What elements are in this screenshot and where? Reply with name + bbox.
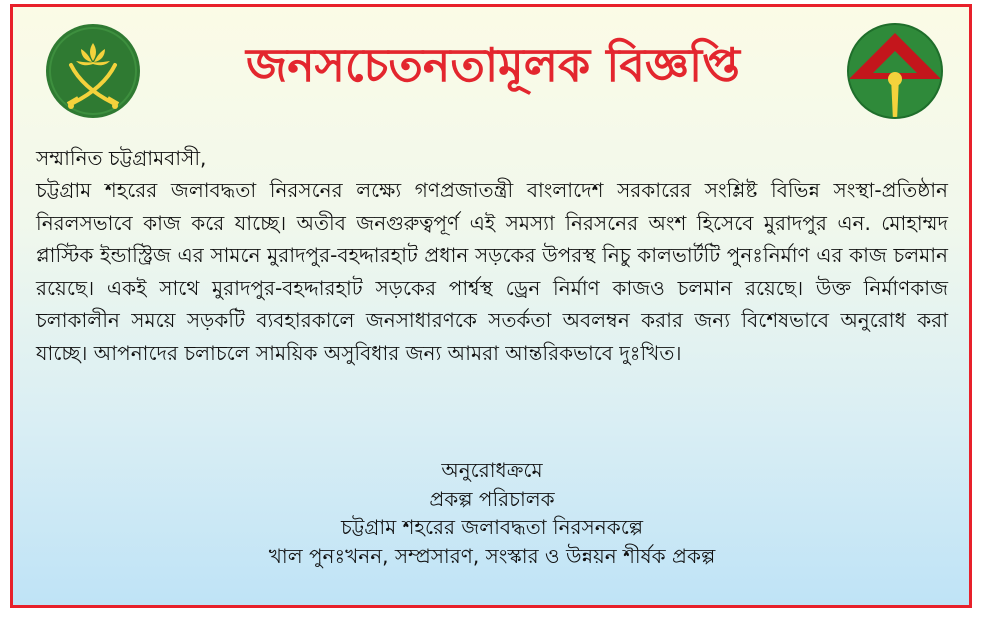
- page-title: জনসচেতনতামূলক বিজ্ঞপ্তি: [246, 38, 740, 92]
- engineer-arch-emblem-icon: [845, 21, 945, 121]
- letter-body: চট্টগ্রাম শহরের জলাবদ্ধতা নিরসনের লক্ষ্যে গণপ্রজাতন্ত্রী বাংলাদেশ সরকারের সংশ্লিষ্ট বিভিন্ন সংস্থা-প্রতিষ্ঠান নিরলসভাবে কাজ করে যাচ্ছে। অতীব জনগুরুত্বপূর্ণ এই সমস্যা নিরসনের অংশ হিসেবে মুরাদপুর এন. মোহাম্মদ প্লাস্টিক ইন্ডাস্ট্রিজ এর সামনে মুরাদপুর-বহদ্দারহাট প্রধান সড়কের উপরস্থ নিচু কালভার্টটি পুনঃনির্মাণ এর কাজ চলমান রয়েছে। একই সাথে মুরাদপুর-বহদ্দারহাট সড়কের পার্শ্বস্থ ড্রেন নির্মাণ কাজও চলমান রয়েছে। উক্ত নির্মাণকাজ চলাকালীন সময়ে সড়কটি ব্যবহারকালে জনসাধারণকে সতর্কতা অবলম্বন করার জন্য বিশেষভাবে অনুরোধ করা যাচ্ছে। আপনাদের চলাচলে সাময়িক অসুবিধার জন্য আমরা আন্তরিকভাবে দুঃখিত।: [36, 178, 948, 365]
- letter-greeting: সম্মানিত চট্টগ্রামবাসী,: [36, 146, 207, 170]
- signature-line: অনুরোধক্রমে: [441, 458, 543, 482]
- signature-line: প্রকল্প পরিচালক: [429, 486, 555, 511]
- army-crossed-swords-emblem-icon: [43, 21, 143, 121]
- notice-panel: [10, 4, 972, 608]
- signature-line: চট্টগ্রাম শহরের জলাবদ্ধতা নিরসনকল্পে: [340, 515, 644, 539]
- signature-block: [36, 456, 948, 570]
- signature-line: খাল পুনঃখনন, সম্প্রসারণ, সংস্কার ও উন্নয়ন শীর্ষক প্রকল্প: [268, 543, 716, 568]
